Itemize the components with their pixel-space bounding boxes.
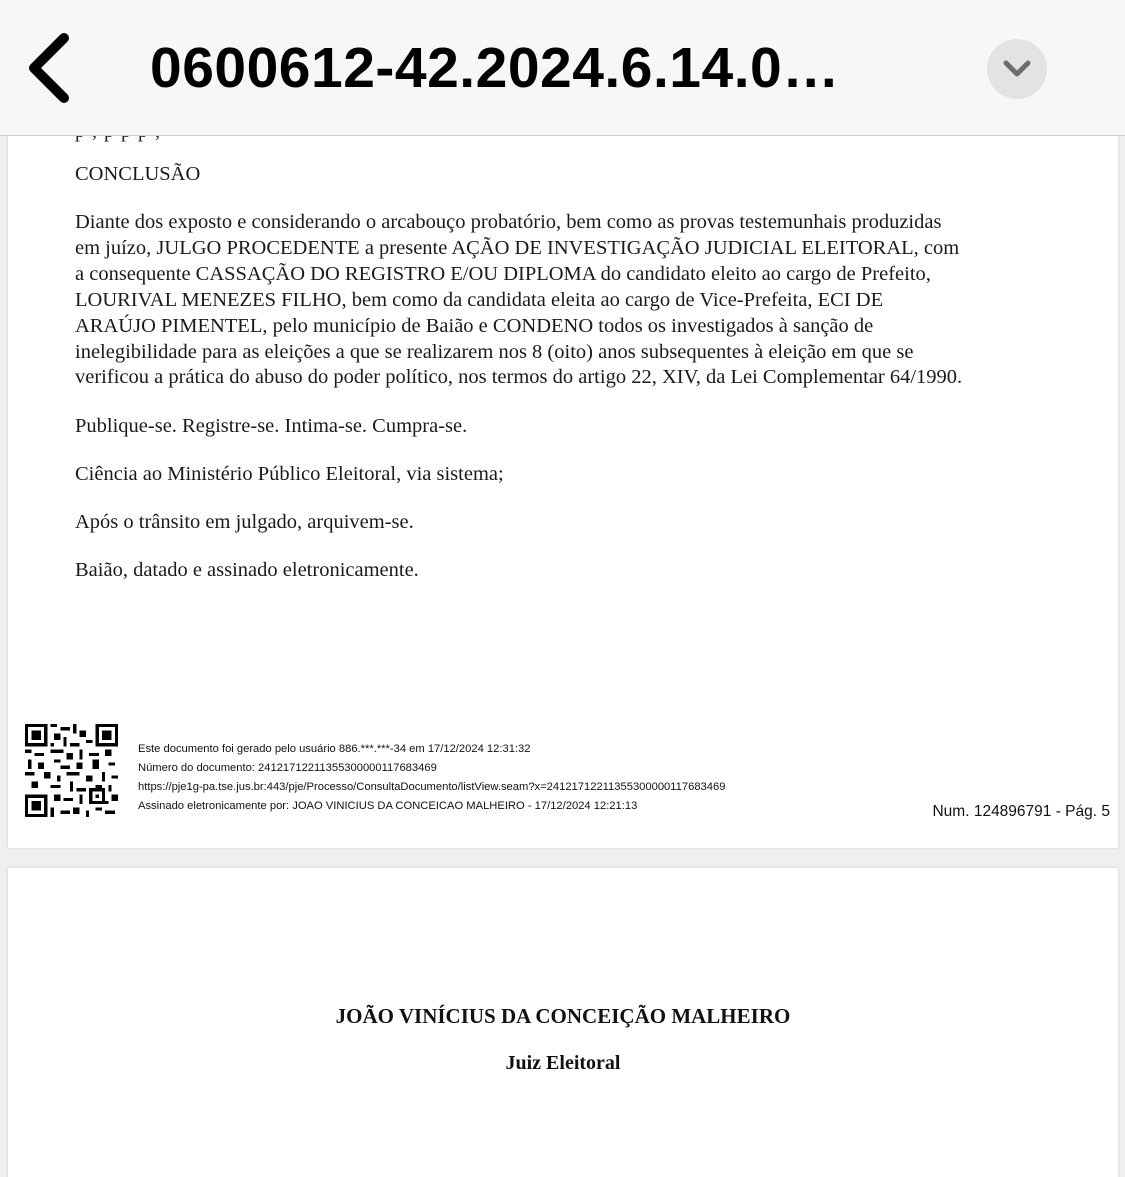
judge-name: JOÃO VINÍCIUS DA CONCEIÇÃO MALHEIRO [335,1004,791,1028]
qr-code [25,724,118,817]
archive-order: Após o trânsito em julgado, arquivem-se. [75,511,414,533]
document-page-5 [8,100,1118,848]
paragraph-line: Diante dos exposto e considerando o arcabouço probatório, bem como as provas testemunhais produzidas [75,211,942,233]
navigation-bar [0,0,1125,136]
back-button[interactable] [22,32,78,104]
chevron-left-icon [22,32,78,104]
judge-role: Juiz Eleitoral [505,1052,621,1074]
verdict-paragraph [75,210,1060,391]
notification-line: Ciência ao Ministério Público Eleitoral, via sistema; [75,463,504,485]
place-date-line: Baião, datado e assinado eletronicamente. [75,559,419,581]
paragraph-line: a consequente CASSAÇÃO DO REGISTRO E/OU DIPLOMA do candidato eleito ao cargo de Prefeito, [75,262,931,285]
document-title: 0600612-42.2024.6.14.0… [150,36,840,100]
chevron-down-icon [1002,57,1032,81]
page-number: Num. 124896791 - Pág. 5 [932,803,1110,820]
conclusion-heading: CONCLUSÃO [75,163,201,185]
signature-line: Assinado eletronicamente por: JOAO VINICIUS DA CONCEICAO MALHEIRO - 17/12/2024 12:21:13 [138,800,638,812]
document-number-line: Número do documento: 24121712211355300000117683469 [138,762,437,774]
paragraph-line: ARAÚJO PIMENTEL, pelo município de Baião e CONDENO todos os investigados à sanção de [75,314,874,337]
generated-by-line: Este documento foi gerado pelo usuário 886.***.***-34 em 17/12/2024 12:31:32 [138,743,531,755]
paragraph-line: inelegibilidade para as eleições a que se realizarem nos 8 (oito) anos subsequentes à eleição em que se [75,340,914,363]
paragraph-line: LOURIVAL MENEZES FILHO, bem como da candidata eleita ao cargo de Vice-Prefeita, ECI DE [75,288,884,311]
paragraph-line: em juízo, JULGO PROCEDENTE a presente AÇÃO DE INVESTIGAÇÃO JUDICIAL ELEITORAL, com [75,236,960,259]
document-page-6 [8,868,1118,1177]
paragraph-line: verificou a prática do abuso do poder político, nos termos do artigo 22, XIV, da Lei Complementar 64/1990. [75,366,963,389]
document-url-line[interactable]: https://pje1g-pa.tse.jus.br:443/pje/Processo/ConsultaDocumento/listView.seam?x=24121712211355300000117683469 [138,781,726,793]
publication-order: Publique-se. Registre-se. Intima-se. Cumpra-se. [75,415,468,437]
document-metadata [138,740,725,816]
title-menu-button[interactable] [987,39,1047,99]
